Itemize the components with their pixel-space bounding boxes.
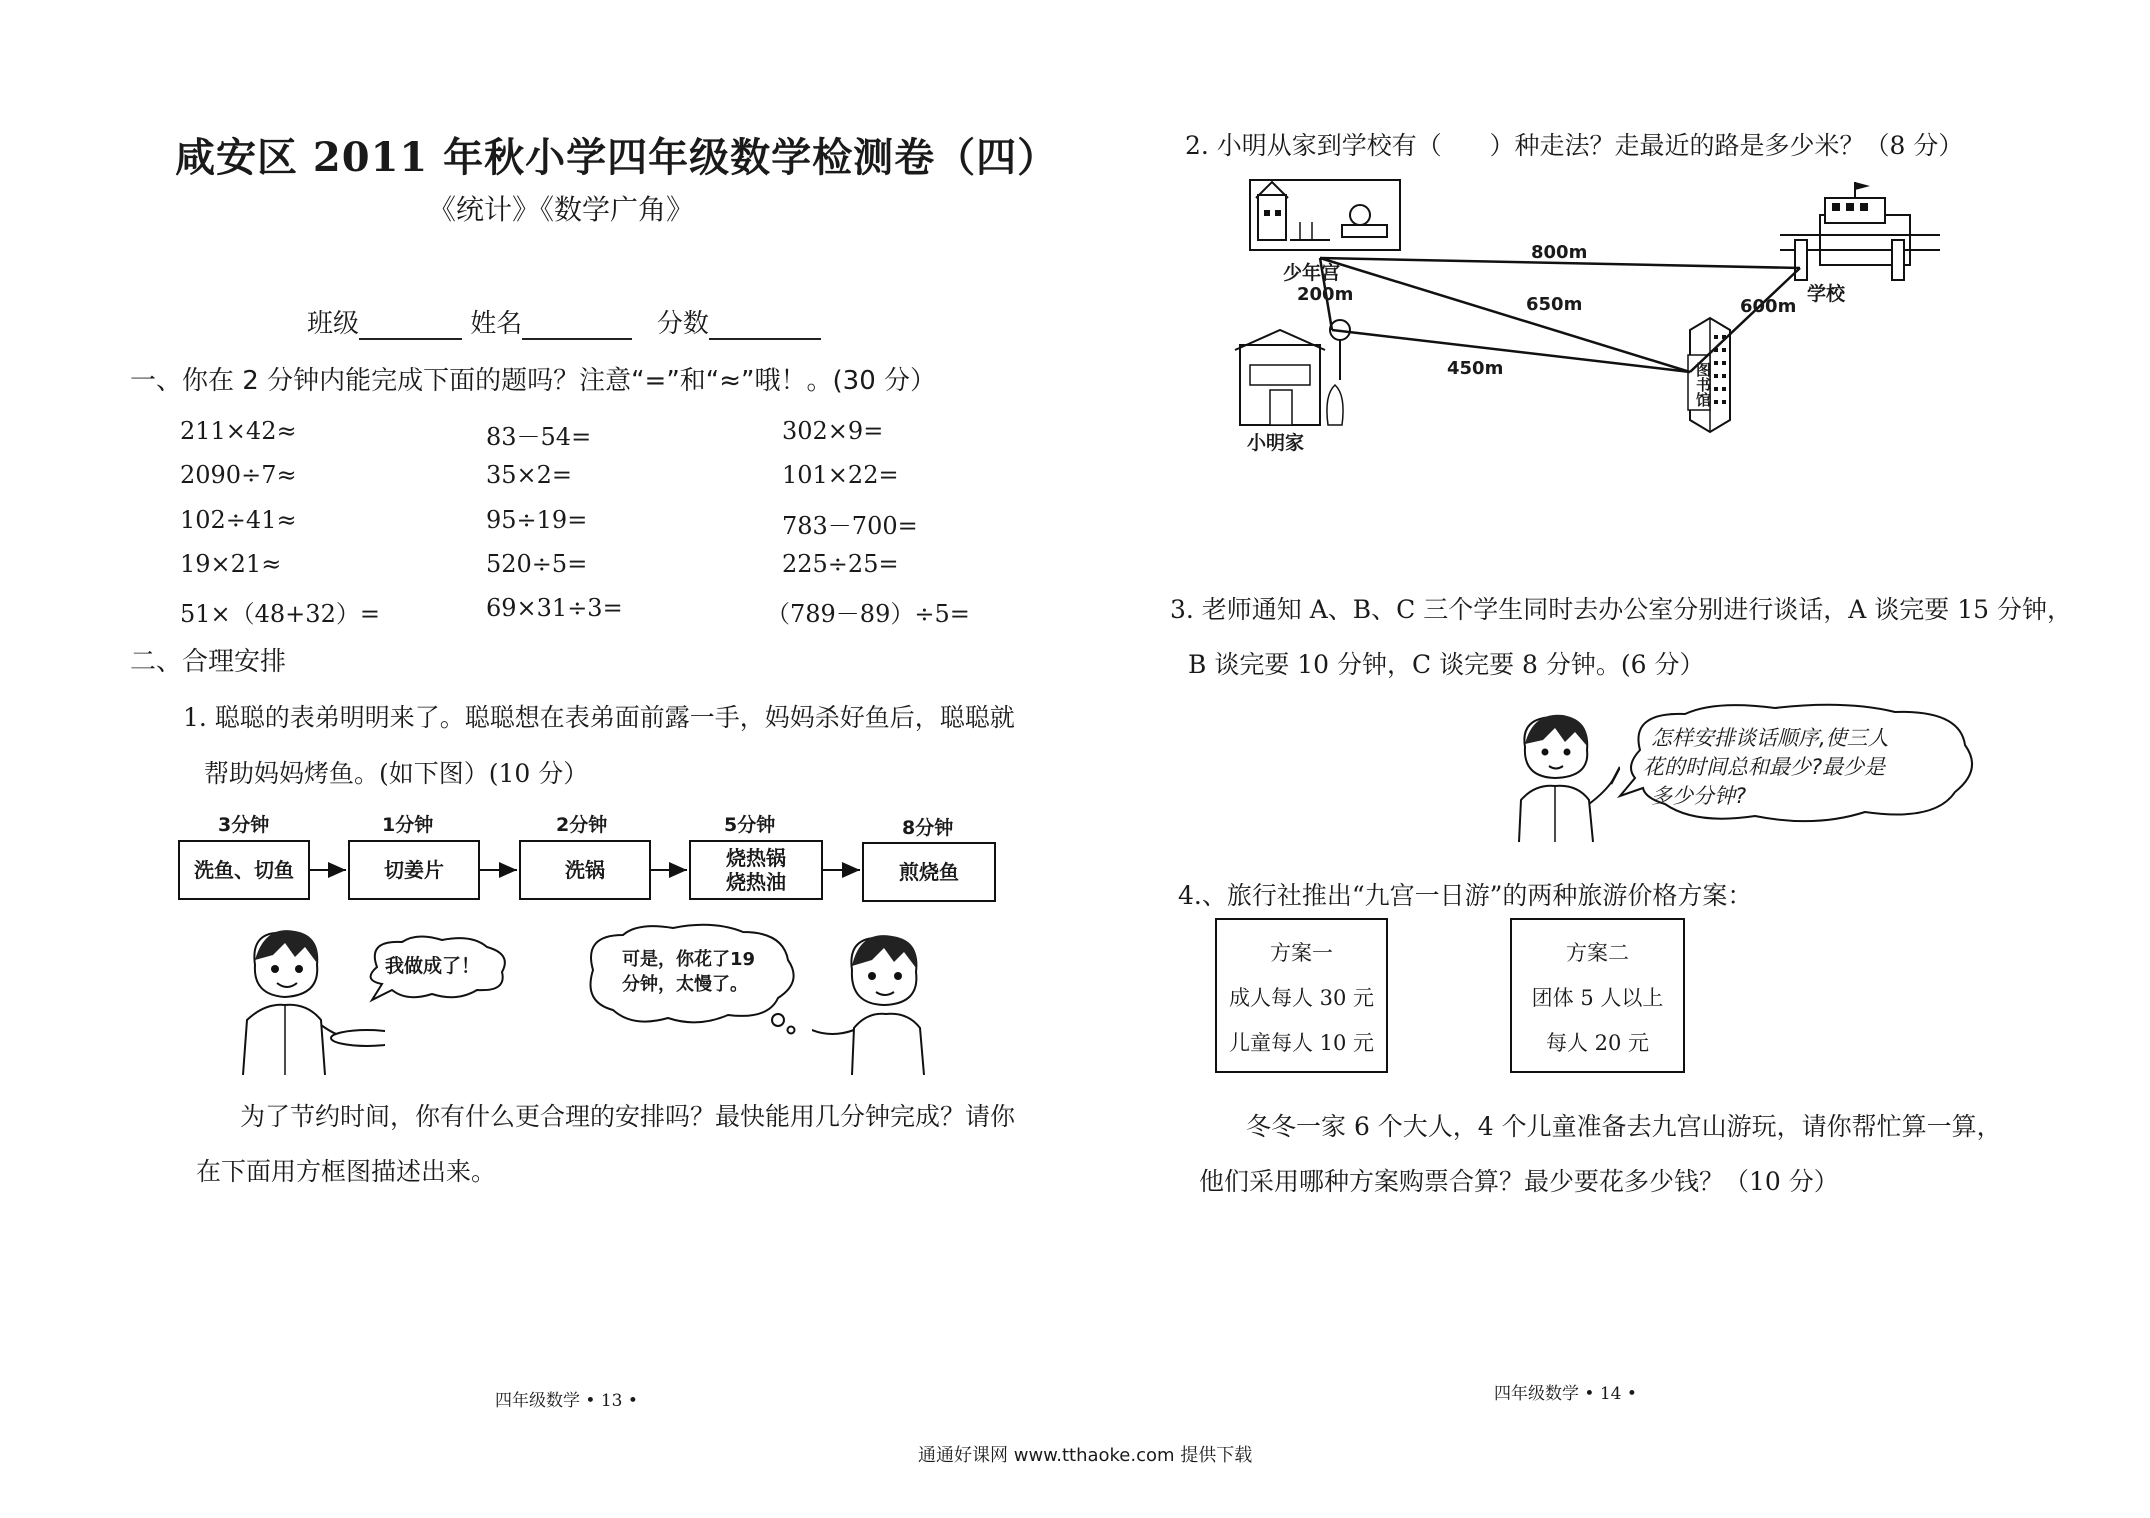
distance-library-school: 600m — [1740, 296, 1797, 317]
flow-step-time: 5分钟 — [724, 814, 776, 836]
speech-bubble-q3-line1: 怎样安排谈话顺序,使三人 — [1651, 726, 1889, 750]
q4-heading: 4.、旅行社推出“九宫一日游”的两种旅游价格方案： — [1178, 881, 1753, 910]
flow-step-box: 烧热锅 烧热油 — [689, 840, 823, 900]
map-label-school: 学校 — [1807, 283, 1846, 305]
map-label-home: 小明家 — [1247, 432, 1305, 454]
price-plan-2 — [1510, 918, 1685, 1073]
calc-item: 2090÷7≈ — [180, 461, 297, 489]
route-map-diagram — [1220, 170, 1940, 460]
calc-item: 95÷19= — [486, 506, 588, 534]
calc-item: 302×9= — [782, 417, 884, 445]
distance-palace-library: 650m — [1526, 294, 1583, 315]
flow-step-box: 洗鱼、切鱼 — [178, 840, 310, 900]
calc-item: 51×（48+32）= — [180, 600, 380, 628]
calc-item: 102÷41≈ — [180, 506, 297, 534]
distance-palace-school: 800m — [1531, 242, 1588, 263]
q1-ask-line1: 为了节约时间，你有什么更合理的安排吗？最快能用几分钟完成？请你 — [240, 1102, 1016, 1131]
distance-home-library: 450m — [1447, 358, 1504, 379]
q1-ask-line2: 在下面用方框图描述出来。 — [196, 1157, 497, 1186]
boy-with-pencil-illustration — [1505, 712, 1620, 842]
page-footer-right: 四年级数学 • 14 • — [1494, 1384, 1637, 1404]
speech-bubble-left-text: 我做成了！ — [385, 955, 481, 977]
section2-heading: 二、合理安排 — [130, 647, 287, 677]
calc-item: 783－700= — [782, 512, 918, 540]
page-title: 咸安区 2011 年秋小学四年级数学检测卷（四） — [175, 134, 1059, 181]
flow-step-box: 洗锅 — [519, 840, 651, 900]
plan-2-title: 方案二 — [1566, 941, 1629, 965]
flow-step-time: 8分钟 — [902, 817, 954, 839]
speech-bubble-q3-line2: 花的时间总和最少?最少是 — [1643, 755, 1886, 779]
calc-item: 19×21≈ — [180, 550, 282, 578]
calc-item: 69×31÷3= — [486, 594, 623, 622]
plan-2-line2: 每人 20 元 — [1545, 1031, 1650, 1055]
plan-2-line1: 团体 5 人以上 — [1531, 986, 1664, 1010]
map-label-library: 图书馆 — [1694, 362, 1712, 407]
q4-ask-line1: 冬冬一家 6 个大人，4 个儿童准备去九宫山游玩，请你帮忙算一算， — [1246, 1112, 2002, 1141]
calc-item: 520÷5= — [486, 550, 588, 578]
score-label: 分数 — [656, 309, 709, 339]
flow-step-box: 煎烧鱼 — [862, 842, 996, 902]
speech-bubble-right-text-line2: 分钟，太慢了。 — [622, 974, 748, 995]
q1-text-line2: 帮助妈妈烤鱼。(如下图）(10 分） — [204, 759, 589, 788]
flow-step-time: 3分钟 — [218, 814, 270, 836]
flow-step-box: 切姜片 — [348, 840, 480, 900]
calc-item: 35×2= — [486, 461, 573, 489]
plan-1-line1: 成人每人 30 元 — [1228, 986, 1375, 1010]
page-subtitle: 《统计》《数学广角》 — [428, 193, 695, 226]
q2-text: 2. 小明从家到学校有（ ）种走法？走最近的路是多少米？（8 分） — [1185, 131, 1964, 160]
q3-text-line2: B 谈完要 10 分钟，C 谈完要 8 分钟。(6 分） — [1188, 650, 1705, 679]
calc-item: 211×42≈ — [180, 417, 297, 445]
calc-item: 101×22= — [782, 461, 899, 489]
boy-pointing-illustration — [812, 930, 962, 1075]
flow-step-time: 2分钟 — [556, 814, 608, 836]
class-label: 班级 — [307, 309, 360, 339]
q4-ask-line2: 他们采用哪种方案购票合算？最少要花多少钱？（10 分） — [1199, 1167, 1839, 1196]
section1-heading: 一、你在 2 分钟内能完成下面的题吗？注意“=”和“≈”哦！。(30 分） — [130, 366, 937, 396]
price-plan-1 — [1215, 918, 1388, 1073]
plan-1-line2: 儿童每人 10 元 — [1228, 1031, 1375, 1055]
download-credit[interactable]: 通通好课网 www.tthaoke.com 提供下载 — [918, 1445, 1253, 1466]
plan-1-title: 方案一 — [1270, 941, 1333, 965]
speech-bubble-q3-line3: 多少分钟? — [1651, 784, 1747, 808]
distance-home-palace: 200m — [1297, 284, 1354, 305]
calc-item: （789－89）÷5= — [766, 600, 970, 628]
calc-item: 225÷25= — [782, 550, 899, 578]
map-label-palace: 少年宫 — [1283, 262, 1341, 284]
speech-bubble-right-text-line1: 可是，你花了19 — [622, 949, 756, 970]
calc-item: 83－54= — [486, 423, 592, 451]
q3-text-line1: 3. 老师通知 A、B、C 三个学生同时去办公室分别进行谈话，A 谈完要 15 分钟， — [1170, 595, 2072, 624]
name-label: 姓名 — [470, 309, 523, 339]
flow-step-time: 1分钟 — [382, 814, 434, 836]
flow-arrows — [0, 0, 1100, 1000]
page-footer-left: 四年级数学 • 13 • — [495, 1391, 638, 1411]
q1-text-line1: 1. 聪聪的表弟明明来了。聪聪想在表弟面前露一手，妈妈杀好鱼后，聪聪就 — [183, 703, 1015, 732]
